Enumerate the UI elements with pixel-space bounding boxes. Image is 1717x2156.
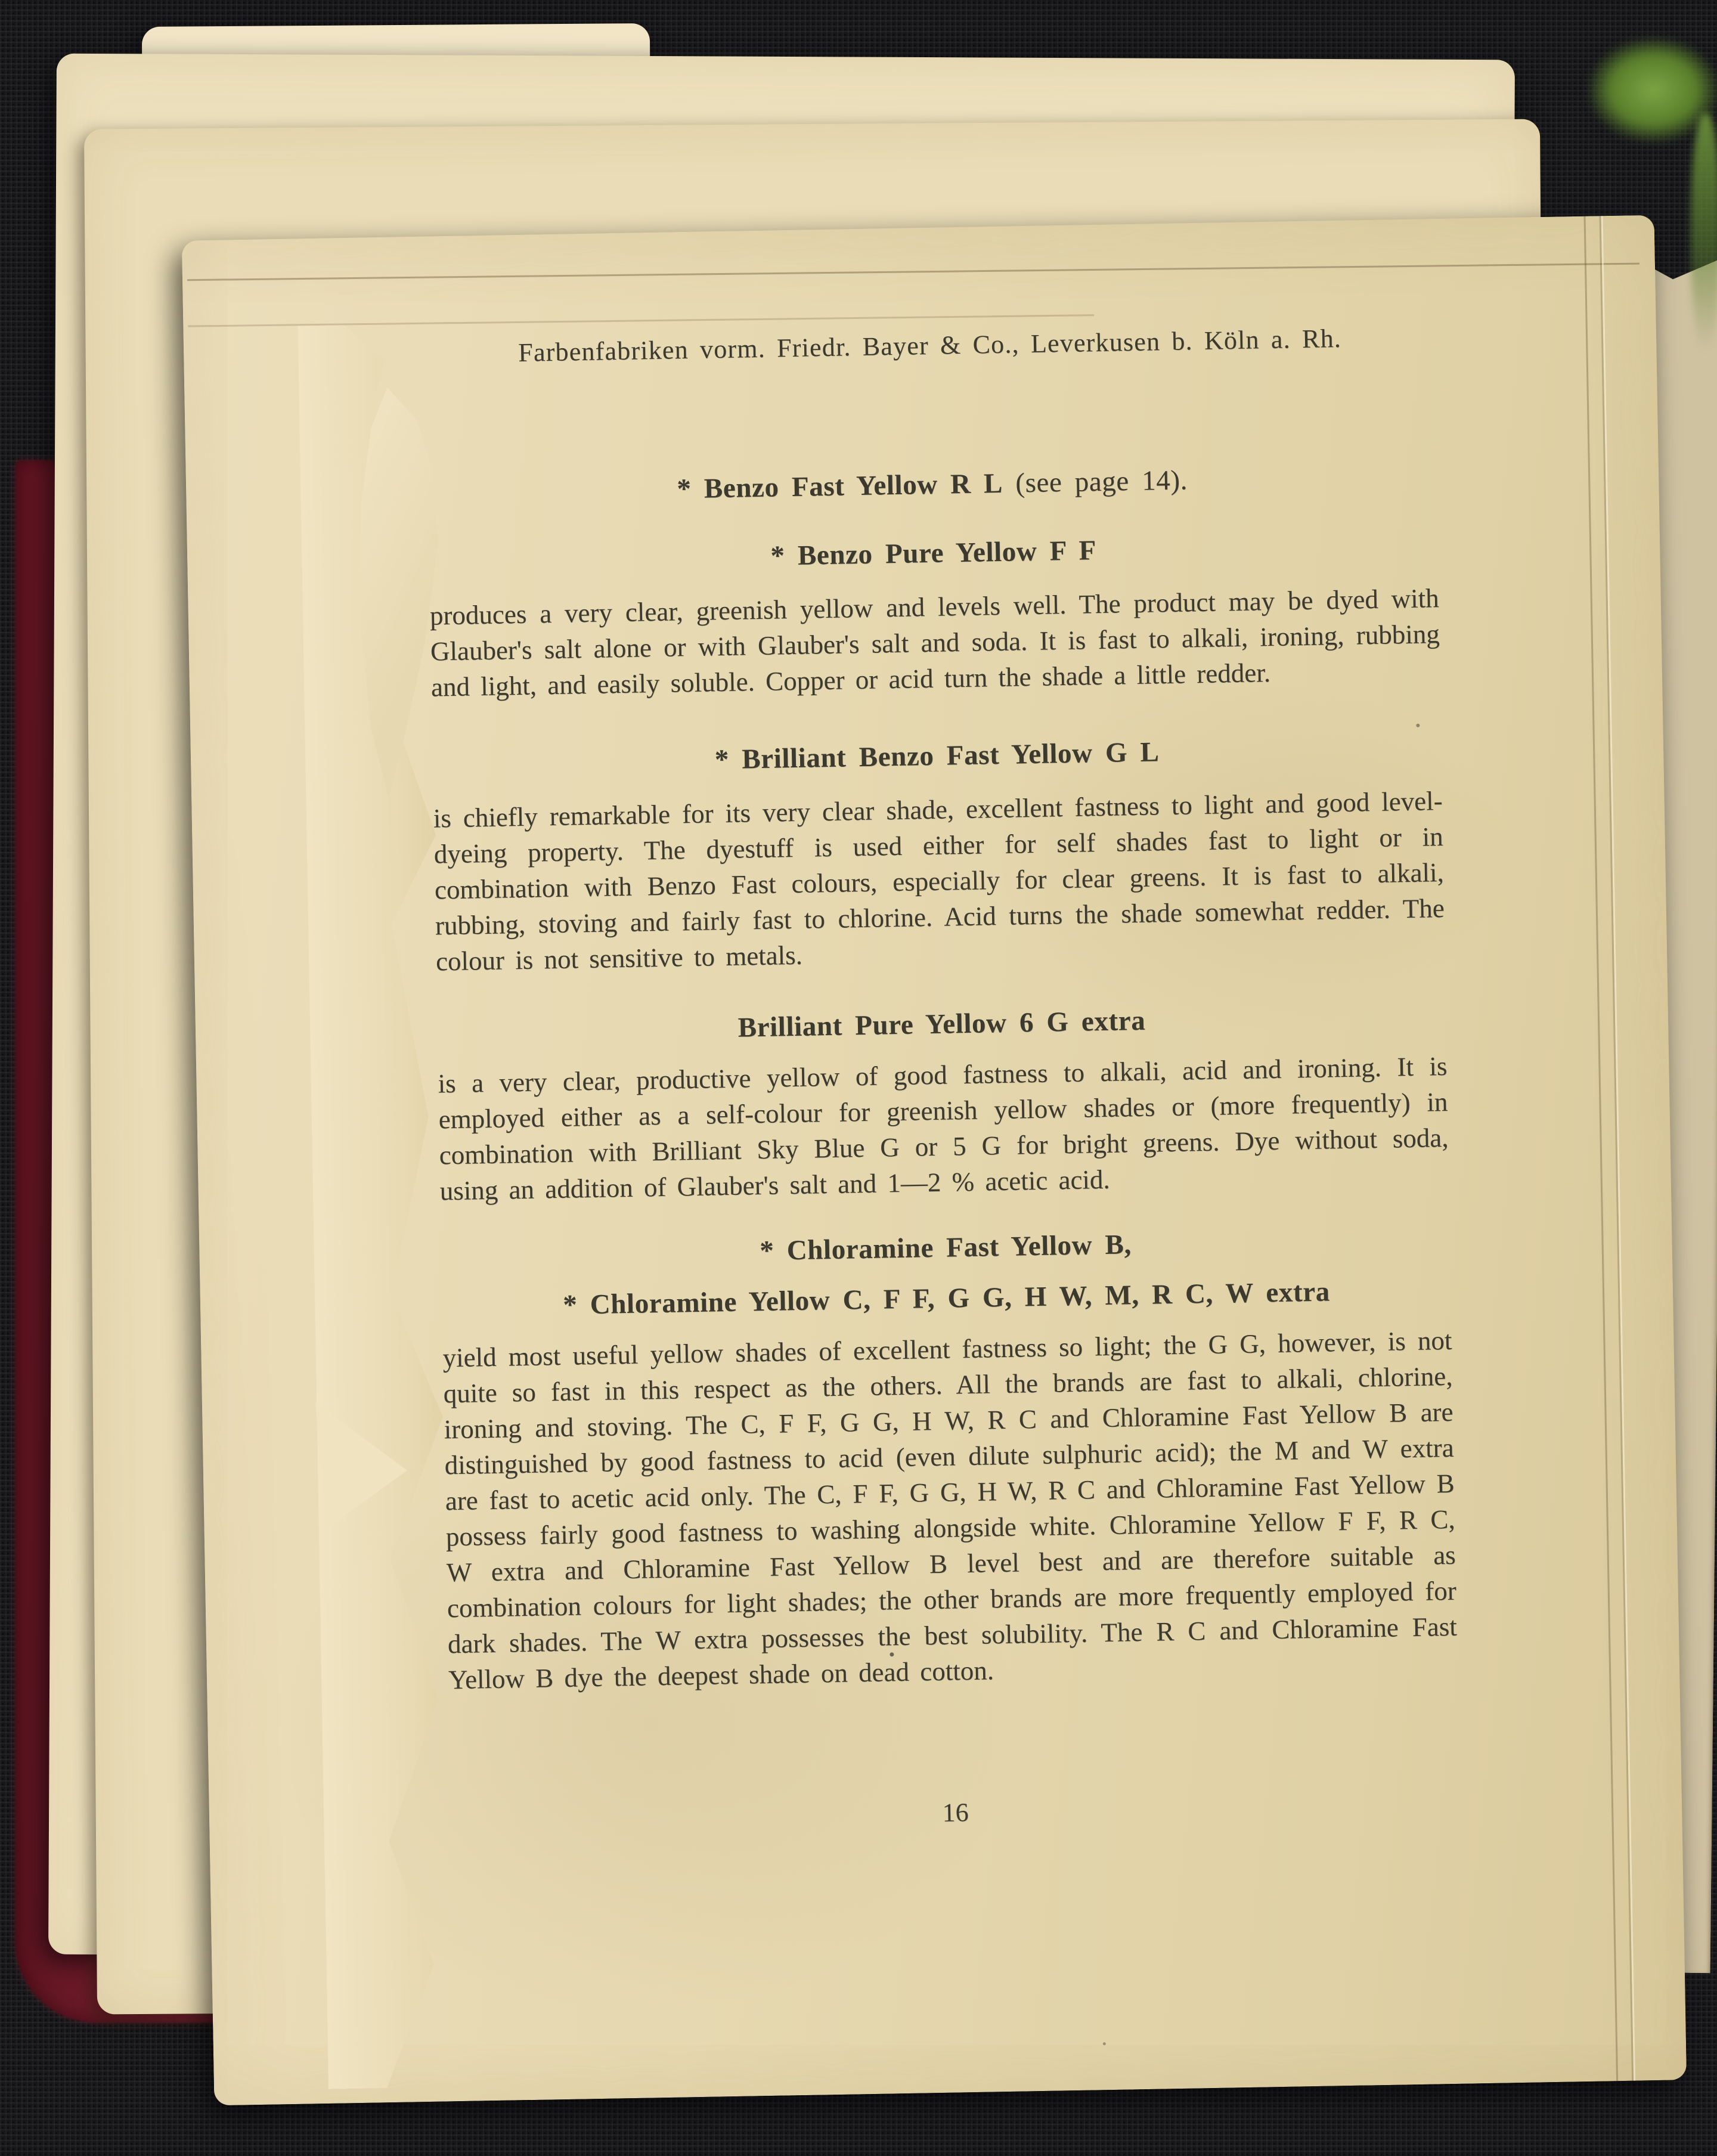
letterhead: Farbenfabriken vorm. Friedr. Bayer & Co., Leverkusen b. Köln a. Rh.	[517, 323, 1342, 367]
page-edge-line	[188, 314, 1094, 327]
book-page	[182, 215, 1687, 2106]
paper-fleck	[1103, 2042, 1106, 2045]
heading-chloramine-yellow-brands: * Chloramine Yellow C, F F, G G, H W, M, R C, W extra	[562, 1276, 1331, 1321]
paragraph-benzo-pure-yellow-ff: produces a very clear, greenish yellow and levels well. The product may be dyed with Glauber's salt alone or with Glauber's salt and soda. It is fast to alkali, ironing, rubbing and light, and easily soluble. Copper or acid turn the shade a little redder.	[429, 583, 1440, 702]
page-crease	[1584, 216, 1619, 2081]
page-number: 16	[942, 1798, 969, 1827]
heading-benzo-fast-yellow-rl	[427, 458, 1437, 512]
heading-brilliant-benzo-fast-yellow-gl: * Brilliant Benzo Fast Yellow G L	[714, 736, 1160, 776]
heading-note: (see page 14).	[1002, 464, 1188, 499]
page-content	[425, 319, 1461, 1839]
green-fiber-strand	[1691, 113, 1717, 352]
paragraph-brilliant-pure-yellow-6g: is a very clear, productive yellow of good fastness to alkali, acid and ironing. It is employed either as a self-colour for greenish yellow shades or (more frequently) in combination with Brilliant Sky Blue G or 5 G for bright greens. Dye without soda, using an addition of Glauber's salt and 1—2 % acetic acid.	[438, 1051, 1449, 1206]
page-crease	[1600, 216, 1634, 2081]
heading-chloramine-fast-yellow-b: * Chloramine Fast Yellow B,	[759, 1229, 1132, 1267]
paragraph-chloramine-yellows: yield most useful yellow shades of excellent fastness so light; the G G, however, is not quite so fast in this respect as the others. All the brands are fast to alkali, chlorine, ironing and stoving. The C, F F, G G, H W, R C and Chloramine Fast Yellow B are distinguished by good fastness to acid (even dilute sulphuric acid); the M and W extra are fast to acetic acid only. The C, F F, G G, H W, R C and Chloramine Fast Yellow B possess fairly good fastness to washing alongside white. Chloramine Yellow F F, R C, W extra and Chloramine Fast Yellow B level best and are therefore suitable as combination colours for light shades; the other brands are more frequently employed for dark shades. The W extra possesses the best solubility. The R C and Chloramine Fast Yellow B dye the deepest shade on dead cotton.	[442, 1325, 1458, 1695]
heading-text: * Benzo Fast Yellow R L	[677, 467, 1003, 505]
heading-benzo-pure-yellow-ff: * Benzo Pure Yellow F F	[770, 535, 1097, 572]
page-edge-line	[187, 263, 1639, 281]
paragraph-brilliant-benzo-fast-yellow-gl: is chiefly remarkable for its very clear shade, excellent fastness to light and good level-dyeing property. The dyestuff is used either for self shades fast to light or in combination with Benzo Fast colours, especially for clear greens. It is fast to alkali, rubbing, stoving and fairly fast to chlorine. Acid turns the shade somewhat redder. The colour is not sensitive to metals.	[433, 786, 1445, 977]
heading-brilliant-pure-yellow-6g: Brilliant Pure Yellow 6 G extra	[737, 1005, 1146, 1043]
